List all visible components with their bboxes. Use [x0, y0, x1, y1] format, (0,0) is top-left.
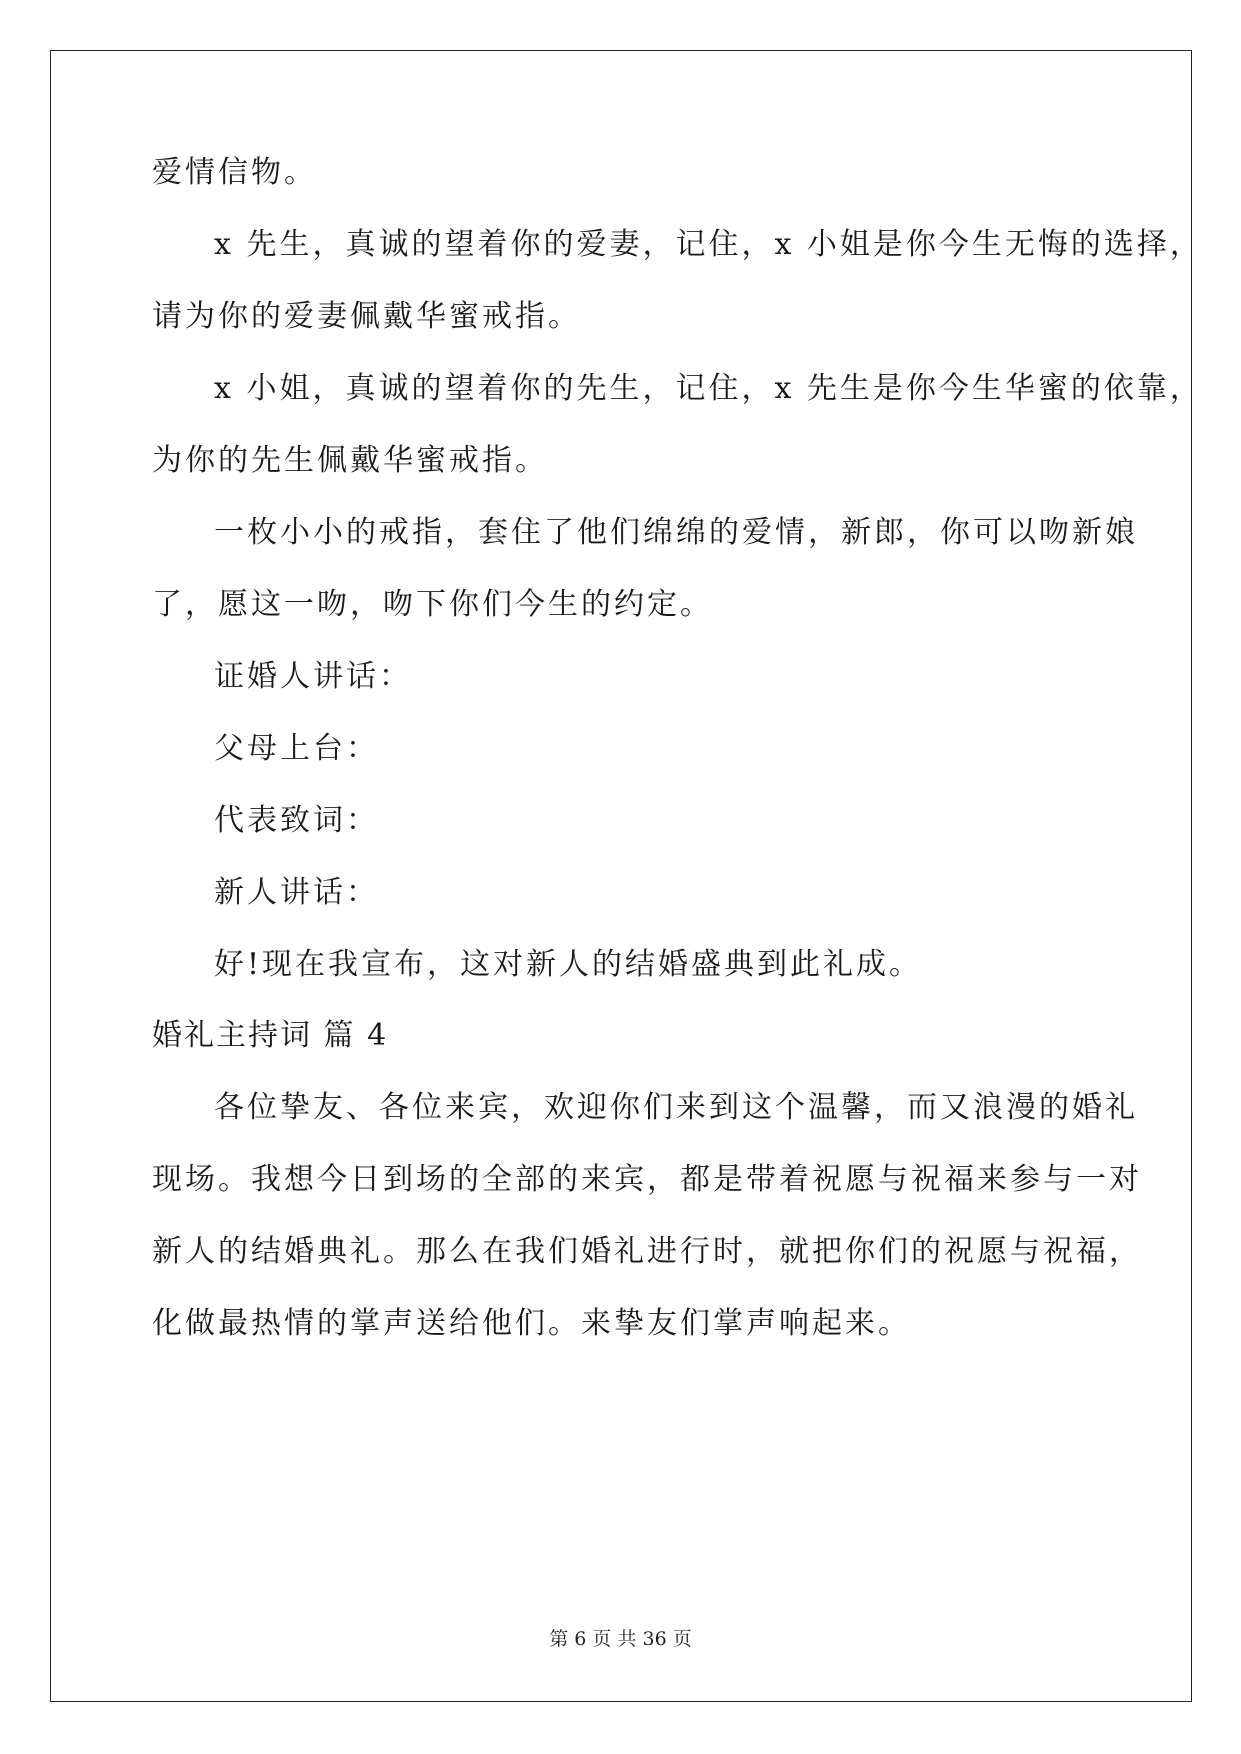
paragraph-line: 新人讲话：	[214, 875, 379, 910]
page-number-footer: 第 6 页 共 36 页	[549, 1628, 692, 1650]
paragraph-line: 一枚小小的戒指，套住了他们绵绵的爱情，新郎，你可以吻新娘	[214, 515, 1138, 550]
paragraph-line: 请为你的爱妻佩戴华蜜戒指。	[152, 299, 581, 334]
paragraph-line: x 小姐，真诚的望着你的先生，记住，x 先生是你今生华蜜的依靠，	[214, 371, 1203, 406]
paragraph-line: 证婚人讲话：	[214, 659, 412, 694]
paragraph-line: 代表致词：	[214, 803, 379, 838]
paragraph-line: 为你的先生佩戴华蜜戒指。	[152, 443, 548, 478]
paragraph-line: x 先生，真诚的望着你的爱妻，记住，x 小姐是你今生无悔的选择，	[214, 227, 1203, 262]
paragraph-line: 了，愿这一吻，吻下你们今生的约定。	[152, 587, 713, 622]
paragraph-line: 好!现在我宣布，这对新人的结婚盛典到此礼成。	[214, 947, 923, 982]
paragraph-line: 现场。我想今日到场的全部的来宾，都是带着祝愿与祝福来参与一对	[152, 1162, 1142, 1197]
paragraph-line: 化做最热情的掌声送给他们。来挚友们掌声响起来。	[152, 1306, 911, 1341]
section-heading: 婚礼主持词 篇 4	[152, 1018, 389, 1053]
paragraph-line: 爱情信物。	[152, 155, 317, 190]
paragraph-line: 各位挚友、各位来宾，欢迎你们来到这个温馨，而又浪漫的婚礼	[214, 1090, 1138, 1125]
paragraph-line: 新人的结婚典礼。那么在我们婚礼进行时，就把你们的祝愿与祝福，	[152, 1234, 1142, 1269]
paragraph-line: 父母上台：	[214, 731, 379, 766]
